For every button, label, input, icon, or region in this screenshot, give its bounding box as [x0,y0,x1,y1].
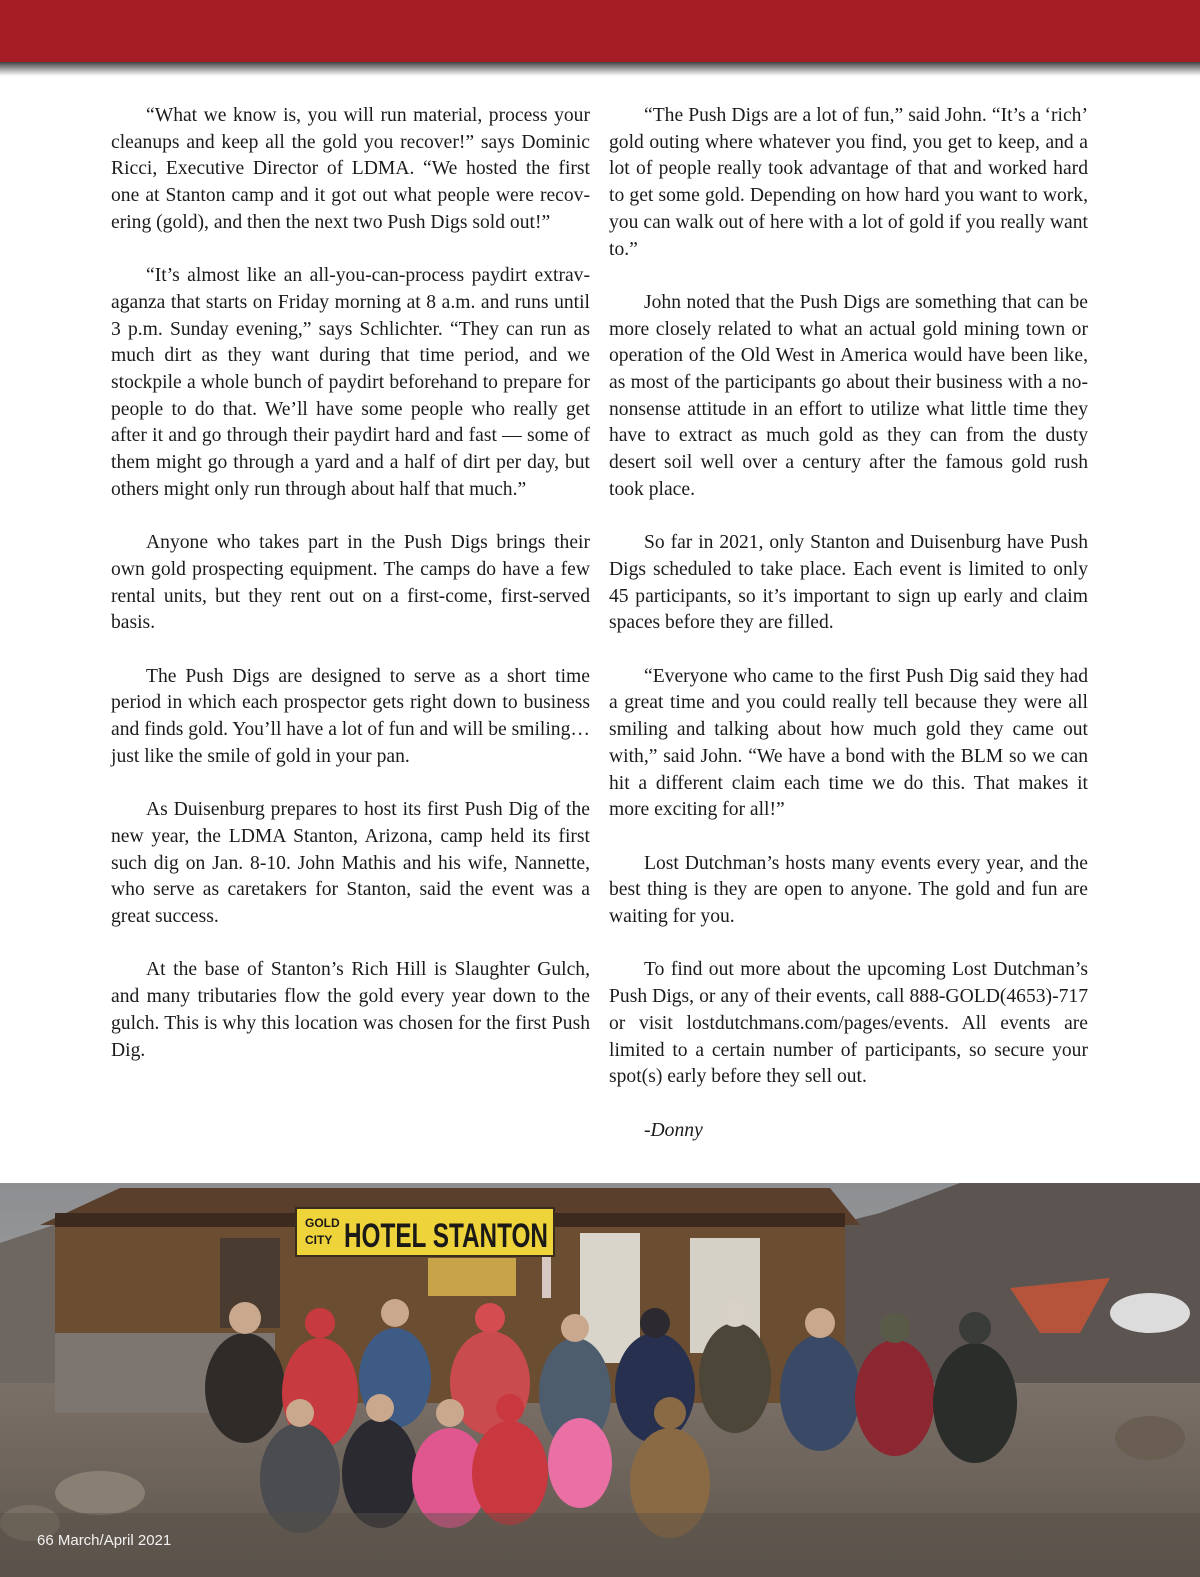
sign-small-text: GOLD [305,1216,340,1230]
article-paragraph: At the base of Stanton’s Rich Hill is Slaughter Gulch, and many tributaries flow the gold every year down to the gulch. This is why this location was chosen for the first Push Dig. [111,959,590,1061]
article-column-left [111,103,590,1091]
header-band [0,0,1200,62]
article-paragraph: “It’s almost like an all-you-can-process paydirt extravaganza that starts on Friday morning at 8 a.m. and runs until 3 p.m. Sunday evening,” says Schlichter. “They can run as much dirt as they want during that time period, and we stockpile a whole bunch of paydirt beforehand to prepare for people to do that. We’ll have some people who really get after it and go through their paydirt hard and fast — some of them might go through a yard and a half of dirt per day, but others might only run through about half that much.” [111,265,590,500]
page-folio: 66 March/April 2021 [37,1532,172,1549]
author-signature: -Donny [644,1119,703,1141]
article-paragraph: Anyone who takes part in the Push Digs brings their own gold prospecting equipment. The camps do have a few rental units, but they rent out on a first-come, first-served basis. [111,532,590,634]
article-paragraph: “Everyone who came to the first Push Dig said they had a great time and you could really tell because they were all smiling and talking about how much gold they came out with,” said John. “We have a bond with the BLM so we can hit a different claim each time we do this. That makes it more exciting for all!” [609,665,1088,821]
rock [55,1471,145,1515]
article-paragraph: John noted that the Push Digs are something that can be more closely related to what an actual gold mining town or operation of the Old West in America would have been like, as most of the participants go about their business with a no-nonsense attitude in an effort to utilize what little time they have to extract as much gold as they can from the dusty desert soil well over a century after the famous gold rush took place. [609,291,1088,500]
article-column-right [609,103,1088,1171]
group-photo-illustration [0,1183,1200,1577]
propane-tank [1110,1293,1190,1333]
article-paragraph: “The Push Digs are a lot of fun,” said John. “It’s a ‘rich’ gold outing where whatever you find, you get to keep, and a lot of people really took advantage of that and worked hard to get some gold. Depending on how hard you want to work, you can walk out of here with a lot of gold if you really want to.” [609,105,1088,260]
article-paragraph: The Push Digs are designed to serve as a short time period in which each prospector gets right down to business and finds gold. You’ll have a lot of fun and will be smiling…just like the smile of gold in your pan. [111,665,590,767]
article-paragraph: To find out more about the upcoming Lost Dutchman’s Push Digs, or any of their events, call 888-GOLD(4653)-717 or visit lostdutchmans.com/pages/events. All events are limited to a certain number of participants, so secure your spot(s) early before they sell out. [609,959,1088,1088]
sign-main-text: HOTEL STANTON [344,1217,548,1255]
plaque [428,1258,516,1296]
sign-small-text: CITY [305,1233,333,1247]
article-paragraph: “What we know is, you will run material, process your cleanups and keep all the gold you recover!” says Dominic Ricci, Executive Director of LDMA. “We hosted the first one at Stanton camp and it got out what people were recovering (gold), and then the next two Push Digs sold out!” [111,105,590,233]
group-photo [0,1183,1200,1577]
header-band-shadow [0,62,1200,76]
article-paragraph: As Duisenburg prepares to host its first Push Dig of the new year, the LDMA Stanton, Arizona, camp held its first such dig on Jan. 8-10. John Mathis and his wife, Nannette, who serve as caretakers for Stanton, said the event was a great success. [111,799,590,928]
rock [1115,1416,1185,1460]
article-paragraph: Lost Dutchman’s hosts many events every year, and the best thing is they are open to anyone. The gold and fun are waiting for you. [609,852,1088,928]
article-paragraph: So far in 2021, only Stanton and Duisenburg have Push Digs scheduled to take place. Each event is limited to only 45 participants, so it’s important to sign up early and claim spaces before they are filled. [609,532,1088,634]
gravel-foreground [0,1513,1200,1577]
